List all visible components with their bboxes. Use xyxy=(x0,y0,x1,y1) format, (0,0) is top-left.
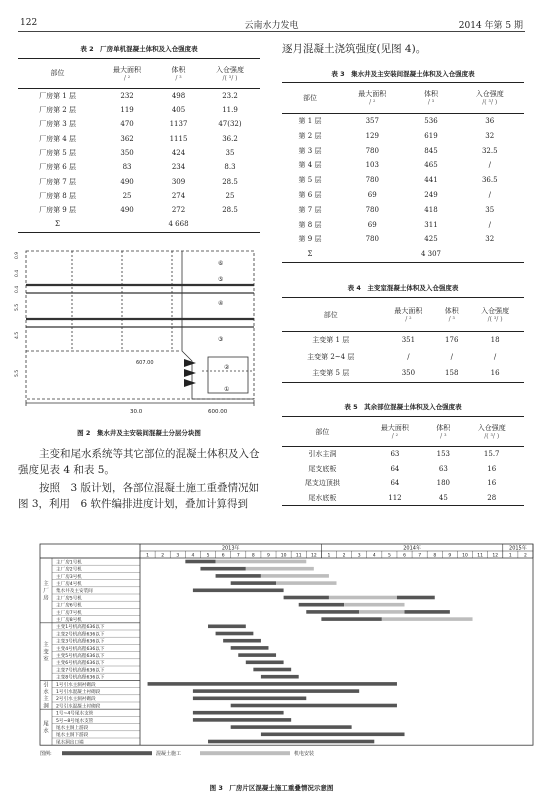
table2-cell: 272 xyxy=(171,206,186,215)
table5-cell: 16 xyxy=(487,479,497,488)
left-dim-3: 0.4 xyxy=(15,285,20,293)
table4-cell: 16 xyxy=(490,369,500,378)
table2-cell: 厂房第 2 层 xyxy=(39,106,76,115)
table-row xyxy=(282,447,524,462)
gantt-bar xyxy=(261,675,299,679)
table5-cell: 尾支边顶拱 xyxy=(304,479,340,488)
table2-cell: 厂房第 5 层 xyxy=(39,148,76,157)
gantt-bar xyxy=(208,625,246,629)
table2-header-1: 最大面积 / ² xyxy=(97,59,157,89)
group-label: 变 xyxy=(43,649,49,656)
table2-header-0: 部位 xyxy=(18,59,97,89)
task-label: 主厂房6号机 xyxy=(56,603,82,609)
gantt-bar xyxy=(231,581,276,585)
block-label-5: ⑤ xyxy=(218,276,224,283)
gantt-bar xyxy=(216,560,307,564)
month-label: 9 xyxy=(267,553,270,559)
month-label: 12 xyxy=(310,553,317,559)
table2-cell: 362 xyxy=(120,134,134,143)
legend-swatch-concrete xyxy=(62,751,152,755)
header-rule xyxy=(18,31,525,32)
gantt-bar xyxy=(359,610,404,614)
table3-cell: 357 xyxy=(365,116,379,125)
dim-bottom: 30.0 xyxy=(130,409,143,415)
table2-cell: 83 xyxy=(122,163,132,172)
table5-cell: 64 xyxy=(390,464,400,473)
table2-cell: 36.2 xyxy=(222,134,238,143)
table5-cell: 尾支底板 xyxy=(308,464,337,473)
task-label: 主厂房1号机 xyxy=(56,560,82,566)
dim-level: 607.00 xyxy=(136,360,154,366)
table3-cell: 845 xyxy=(424,146,438,155)
left-dim-6: 5.5 xyxy=(15,369,20,377)
figure2-caption: 图 2 集水井及主安装间混凝土分层分块图 xyxy=(77,429,201,437)
table4-caption: 表 4 主变室混凝土体积及入仓强度表 xyxy=(347,284,459,292)
task-label: 主变5号机高程636以下 xyxy=(56,654,105,659)
left-dim-4: 5.5 xyxy=(15,303,20,311)
table3-cell: 780 xyxy=(365,205,379,214)
table3-cell: 311 xyxy=(424,220,438,229)
table3-cell: 619 xyxy=(424,131,438,140)
month-label: 5 xyxy=(206,553,210,559)
table3-cell: 第 5 层 xyxy=(298,176,322,185)
group-label: 引 xyxy=(43,682,49,689)
table-row xyxy=(282,188,524,203)
table3-cell: 418 xyxy=(424,205,438,214)
month-label: 4 xyxy=(191,553,195,559)
gantt-bar xyxy=(193,697,306,701)
table5-cell: 45 xyxy=(438,493,448,502)
year-label: 2013年 xyxy=(221,545,240,552)
group-label: 室 xyxy=(43,656,49,663)
table-row xyxy=(282,247,524,262)
task-label: 1号引水混凝土衬砌段 xyxy=(56,690,101,695)
table2-cell: 1137 xyxy=(169,120,188,129)
table2-cell: 28.5 xyxy=(222,206,238,215)
gantt-bar xyxy=(253,668,291,672)
gantt-bar xyxy=(231,646,269,650)
gantt-bar xyxy=(299,603,344,607)
table2-cell: 1115 xyxy=(169,134,188,143)
table4-cell: / xyxy=(450,352,453,361)
task-label: 尾水主洞下游段 xyxy=(56,733,89,739)
table2-cell: 35 xyxy=(225,148,235,157)
month-label: 10 xyxy=(462,553,468,559)
table-row xyxy=(18,203,260,217)
table2-cell: 490 xyxy=(120,177,134,186)
table2-cell: 47(32) xyxy=(218,120,242,129)
table3-cell: / xyxy=(488,220,491,229)
table5-cell: 112 xyxy=(388,493,402,502)
month-label: 1 xyxy=(508,553,512,559)
gantt-bar xyxy=(246,567,314,571)
task-label: 主变1号机高程636以下 xyxy=(56,625,105,631)
group-label: 水 xyxy=(43,728,49,735)
table-row xyxy=(18,103,260,117)
table2-cell: 28.5 xyxy=(222,177,238,186)
table5 xyxy=(282,416,524,506)
page-number: 122 xyxy=(20,18,38,28)
table3-cell: 第 8 层 xyxy=(298,220,322,229)
table2-caption: 表 2 厂房单机混凝土体积及入仓强度表 xyxy=(80,45,198,53)
table3-cell: / xyxy=(488,161,491,170)
month-label: 3 xyxy=(176,553,180,559)
table2-cell: 309 xyxy=(171,177,186,186)
task-label: 主变6号机高程636以下 xyxy=(56,661,105,667)
figure2 xyxy=(12,245,264,417)
task-label: 主厂房8号机 xyxy=(56,618,82,623)
table-row xyxy=(282,217,524,232)
month-label: 4 xyxy=(372,553,376,559)
gantt-bar xyxy=(397,596,435,600)
table2-cell: 厂房第 7 层 xyxy=(39,177,76,186)
table2-cell: 厂房第 4 层 xyxy=(39,134,76,143)
gantt-bar xyxy=(405,610,450,614)
table-row xyxy=(282,365,524,382)
gantt-bar xyxy=(193,689,359,693)
table4-header-2: 体积 / ³ xyxy=(437,298,466,332)
group-label: 房 xyxy=(43,595,49,602)
gantt-bar xyxy=(200,567,245,571)
gantt-bar xyxy=(216,632,254,636)
table-row xyxy=(282,349,524,366)
figure3 xyxy=(10,530,535,778)
task-label: 主厂房5号机 xyxy=(56,596,82,602)
table3-cell: 69 xyxy=(367,190,377,199)
table2-cell: 厂房第 9 层 xyxy=(39,206,76,215)
table-row xyxy=(18,131,260,145)
table2-cell: 274 xyxy=(171,191,186,200)
table-row xyxy=(282,143,524,158)
table5-header-3: 入仓强度 /( ³/ ) xyxy=(459,417,524,447)
table3-cell: 425 xyxy=(424,235,438,244)
table2-cell: 232 xyxy=(120,91,134,100)
table3-cell: 4 307 xyxy=(420,250,442,259)
year-label: 2015年 xyxy=(509,545,527,552)
group-label: 主 xyxy=(43,696,49,703)
table3-cell: 32 xyxy=(485,131,495,140)
gantt-bar xyxy=(223,639,261,643)
table2-cell: 4 668 xyxy=(168,220,189,229)
month-label: 5 xyxy=(387,553,391,559)
gantt-bar xyxy=(231,704,397,708)
table4 xyxy=(282,297,524,383)
journal-title: 云南水力发电 xyxy=(244,21,299,31)
table2-cell: 234 xyxy=(171,163,186,172)
gantt-bar xyxy=(246,661,284,665)
legend-label: 图例: xyxy=(40,751,52,758)
table-row xyxy=(282,202,524,217)
table2-cell: 23.2 xyxy=(222,91,238,100)
table2-cell: 498 xyxy=(171,91,186,100)
table-row xyxy=(282,491,524,506)
table3-cell: 780 xyxy=(365,146,379,155)
gantt-bar xyxy=(321,617,381,621)
gantt-bar xyxy=(329,596,397,600)
task-label: 主厂房7号机 xyxy=(56,610,82,616)
month-label: 2 xyxy=(342,553,346,559)
task-label: 尾水主洞上游段 xyxy=(56,726,89,731)
month-label: 8 xyxy=(251,553,255,559)
month-label: 3 xyxy=(357,553,361,559)
table2-cell: 490 xyxy=(120,206,134,215)
figure3-gantt xyxy=(10,530,535,778)
table5-cell: 尾水底板 xyxy=(308,493,337,502)
table3-header-3: 入仓强度 /( ³/ ) xyxy=(456,83,525,114)
figure2-drawing xyxy=(12,245,264,417)
task-label: 5号~8号尾水支管 xyxy=(56,718,94,724)
table4-cell: 18 xyxy=(490,336,500,345)
task-label: 主变3号机高程636以下 xyxy=(56,639,105,645)
table2-cell: 厂房第 8 层 xyxy=(39,191,76,200)
task-label: 1号引水主洞衬砌段 xyxy=(56,682,96,688)
table2-cell: 25 xyxy=(122,191,132,200)
table3-grid xyxy=(282,82,524,263)
table2-cell: 11.9 xyxy=(222,106,238,115)
table5-cell: 引水主洞 xyxy=(308,450,337,459)
table-row xyxy=(18,189,260,203)
table-row xyxy=(18,160,260,174)
month-label: 2 xyxy=(524,553,527,559)
table2-cell xyxy=(97,217,157,232)
left-dim-5: 4.5 xyxy=(15,331,20,339)
gantt-bar xyxy=(306,610,359,614)
task-label: 主厂房4号机 xyxy=(56,582,82,587)
task-label: 主厂房2号机 xyxy=(56,567,82,573)
gantt-bar xyxy=(208,740,374,744)
month-label: 1 xyxy=(146,553,149,559)
block-label-2: ② xyxy=(224,364,230,371)
table5-cell: 153 xyxy=(436,450,450,459)
table2-header-3: 入仓强度 /( ³/ ) xyxy=(200,59,260,89)
table3-cell: 第 6 层 xyxy=(298,190,322,199)
month-label: 11 xyxy=(295,553,302,559)
table3-cell: 441 xyxy=(424,176,438,185)
group-label: 厂 xyxy=(43,588,49,595)
month-label: 8 xyxy=(433,553,437,559)
group-label: 主 xyxy=(43,581,49,588)
table2-cell xyxy=(200,217,260,232)
month-label: 7 xyxy=(236,553,240,559)
table3-cell: 第 3 层 xyxy=(298,146,322,155)
table3-cell xyxy=(338,247,406,262)
table-row xyxy=(282,158,524,173)
gantt-bar xyxy=(382,617,473,621)
group-label: 水 xyxy=(43,689,49,696)
table2-grid xyxy=(18,58,260,233)
table-row xyxy=(18,217,260,232)
table4-cell: 350 xyxy=(401,369,416,378)
table5-cell: 180 xyxy=(436,479,450,488)
table2-cell: 厂房第 6 层 xyxy=(39,163,76,172)
block-label-4: ④ xyxy=(218,300,224,307)
table3 xyxy=(282,82,524,263)
gantt-bar xyxy=(261,574,329,578)
table3-cell: 36 xyxy=(485,116,495,125)
body-paragraph-right: 逐月混凝土浇筑强度(见图 4)。 xyxy=(282,43,427,55)
task-label: 主变4号机高程636以下 xyxy=(56,646,105,652)
table3-cell: 35 xyxy=(485,205,495,214)
table5-cell: 63 xyxy=(438,464,448,473)
gantt-bar xyxy=(276,581,336,585)
gantt-bar xyxy=(185,560,215,564)
month-label: 10 xyxy=(280,553,287,559)
table3-cell: 32.5 xyxy=(481,146,498,155)
table4-cell: 158 xyxy=(445,369,459,378)
table-row xyxy=(282,128,524,143)
table3-cell: 69 xyxy=(367,220,377,229)
table-row xyxy=(282,113,524,128)
table4-header-1: 最大面积 / ² xyxy=(380,298,438,332)
table5-header-2: 体积 / ³ xyxy=(427,417,459,447)
table-row xyxy=(282,232,524,247)
table5-cell: 28 xyxy=(487,493,497,502)
month-label: 12 xyxy=(492,553,499,559)
issue-label: 2014 年第 5 期 xyxy=(458,21,523,31)
table2-cell: 405 xyxy=(171,106,186,115)
left-dim-2: 0.4 xyxy=(15,269,20,277)
year-label: 2014年 xyxy=(403,545,421,552)
legend-swatch-install xyxy=(200,751,290,755)
table3-cell: 536 xyxy=(424,116,438,125)
table4-grid xyxy=(282,297,524,383)
table2-cell: 424 xyxy=(171,148,186,157)
table2-cell: 350 xyxy=(120,148,134,157)
table4-cell: 176 xyxy=(445,336,459,345)
table3-cell: / xyxy=(488,190,491,199)
table4-cell: 主变第 5 层 xyxy=(312,369,350,378)
task-label: 2号引水混凝土衬砌段 xyxy=(56,704,101,710)
block-label-1: ① xyxy=(224,386,230,393)
table4-header-0: 部位 xyxy=(282,298,380,332)
gantt-bar xyxy=(284,596,329,600)
dim-right: 600.00 xyxy=(208,409,228,415)
table2-cell: 厂房第 3 层 xyxy=(39,120,76,129)
table5-grid xyxy=(282,416,524,506)
left-dim-1: 0.9 xyxy=(15,251,20,259)
group-label: 洞 xyxy=(43,703,49,710)
table2-cell: 119 xyxy=(120,106,134,115)
figure3-caption: 图 3 厂房片区混凝土施工重叠情况示意图 xyxy=(209,784,334,792)
table4-cell: 主变第 2~4 层 xyxy=(307,352,355,361)
task-label: 主变7号机高程636以下 xyxy=(56,668,105,674)
table-row xyxy=(18,88,260,103)
table3-cell xyxy=(456,247,525,262)
table-row xyxy=(18,117,260,131)
table-row xyxy=(18,146,260,160)
block-label-3: ③ xyxy=(218,336,224,343)
table-row xyxy=(282,476,524,491)
gantt-bar xyxy=(216,574,261,578)
table2-cell: 8.3 xyxy=(224,163,236,172)
table3-cell: 第 7 层 xyxy=(298,205,322,214)
gantt-bar xyxy=(193,711,284,715)
legend-install-text: 机电安装 xyxy=(294,751,315,758)
table3-cell: 780 xyxy=(365,235,379,244)
body-paragraph-1: 主变和尾水系统等其它部位的混凝土体积及入仓强度见表 4 和表 5。 xyxy=(18,448,260,476)
block-label-6: ⑥ xyxy=(218,260,224,267)
gantt-bar xyxy=(148,682,397,686)
table3-cell: 465 xyxy=(424,161,438,170)
table-row xyxy=(282,173,524,188)
table3-cell: 103 xyxy=(365,161,379,170)
table5-caption: 表 5 其余部位混凝土体积及入仓强度表 xyxy=(344,403,462,411)
table2-header-2: 体积 / ³ xyxy=(157,59,200,89)
table4-cell: / xyxy=(493,352,497,361)
table4-cell: / xyxy=(407,352,410,361)
gantt-bar xyxy=(344,603,404,607)
group-label: 尾 xyxy=(43,721,49,728)
gantt-bar xyxy=(193,589,284,593)
table2-cell: Σ xyxy=(55,220,60,229)
task-label: 集水井及主安装间 xyxy=(56,589,93,595)
table5-header-1: 最大面积 / ² xyxy=(363,417,428,447)
gantt-bar xyxy=(231,725,352,729)
month-label: 1 xyxy=(327,553,331,559)
month-label: 9 xyxy=(448,553,452,559)
table3-header-1: 最大面积 / ² xyxy=(338,83,406,114)
table-row xyxy=(282,332,524,349)
gantt-bar xyxy=(193,718,291,722)
legend-concrete-text: 混凝土施工 xyxy=(156,751,182,758)
table3-cell: 36.5 xyxy=(481,176,498,185)
table3-cell: 129 xyxy=(365,131,379,140)
table5-cell: 15.7 xyxy=(483,450,500,459)
table4-cell: 主变第 1 层 xyxy=(312,336,350,345)
table3-cell: 第 9 层 xyxy=(298,235,322,244)
task-label: 主厂房3号机 xyxy=(56,574,82,580)
table3-cell: 780 xyxy=(365,176,379,185)
task-label: 主变8号机高程636以下 xyxy=(56,675,105,681)
table-row xyxy=(18,174,260,188)
table2-cell: 470 xyxy=(120,120,134,129)
month-label: 11 xyxy=(477,553,483,559)
table5-cell: 63 xyxy=(390,450,400,459)
table2-cell: 25 xyxy=(225,191,235,200)
table3-header-0: 部位 xyxy=(282,83,338,114)
table3-cell: 第 1 层 xyxy=(298,116,322,125)
table3-cell: 第 2 层 xyxy=(298,131,322,140)
gantt-bar xyxy=(261,733,405,737)
table3-cell: 249 xyxy=(424,190,438,199)
task-label: 尾水洞出口端 xyxy=(56,740,84,746)
table3-caption: 表 3 集水井及主安装间混凝土体积及入仓强度表 xyxy=(331,70,475,78)
table-row xyxy=(282,462,524,477)
table4-header-3: 入仓强度 /( ³/ ) xyxy=(466,298,524,332)
month-label: 6 xyxy=(221,553,225,559)
table3-cell: 第 4 层 xyxy=(298,161,322,170)
month-label: 7 xyxy=(418,553,422,559)
gantt-bar xyxy=(238,653,276,657)
task-label: 主变2号机高程636以下 xyxy=(56,632,105,638)
group-label: 主 xyxy=(43,642,49,649)
month-label: 6 xyxy=(403,553,406,559)
table3-cell: Σ xyxy=(307,250,313,259)
table3-cell: 32 xyxy=(485,235,495,244)
task-label: 2号引水主洞衬砌段 xyxy=(56,697,96,703)
table5-cell: 16 xyxy=(487,464,497,473)
table5-cell: 64 xyxy=(390,479,400,488)
body-paragraph-2: 按照 3 版计划，各部位混凝土施工重叠情况如图 3，利用 6 软件编排进度计划，叠加计算得到 xyxy=(18,482,260,510)
table2-cell: 厂房第 1 层 xyxy=(39,91,76,100)
month-label: 2 xyxy=(161,553,165,559)
table4-cell: 351 xyxy=(401,336,416,345)
table2 xyxy=(18,58,260,233)
table3-header-2: 体积 / ³ xyxy=(406,83,455,114)
task-label: 1号~4号尾水支管 xyxy=(56,711,94,717)
table5-header-0: 部位 xyxy=(282,417,363,447)
